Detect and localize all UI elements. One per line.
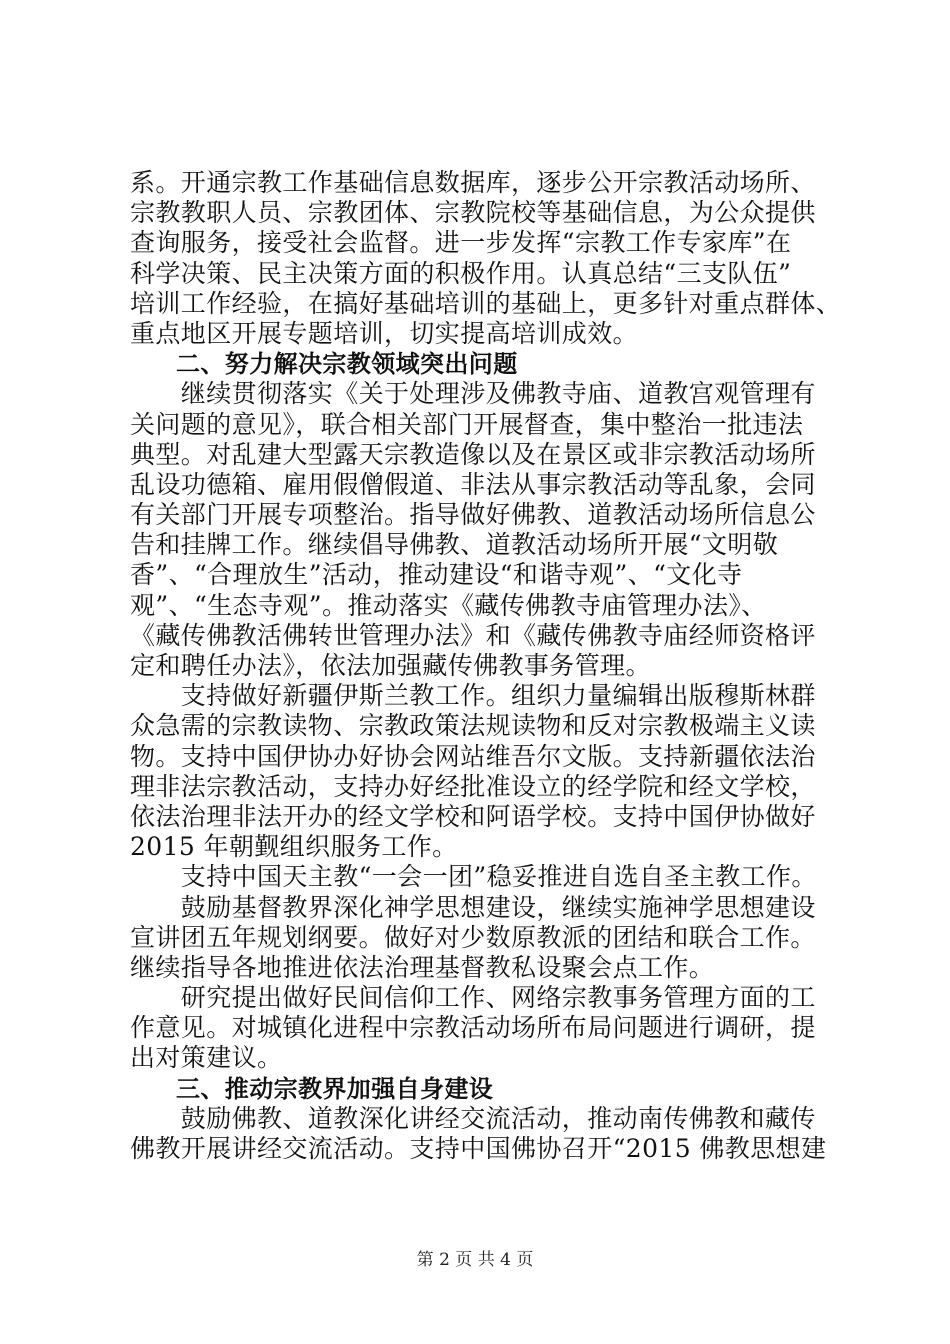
text-line: 2015 年朝觐组织服务工作。 [130,832,458,862]
text-line: 理非法宗教活动，支持办好经批准设立的经学院和经文学校， [130,771,816,801]
text-line: 佛教开展讲经交流活动。支持中国佛协召开“2015 佛教思想建 [130,1134,827,1163]
text-line: 乱设功德箱、雇用假僧假道、非法从事宗教活动等乱象，会同 [130,469,816,499]
text-line: 科学决策、民主决策方面的积极作用。认真总结“三支队伍” [130,258,792,288]
text-line: 典型。对乱建大型露天宗教造像以及在景区或非宗教活动场所 [130,439,816,469]
text-line: 鼓励基督教界深化神学思想建设，继续实施神学思想建设 [130,892,816,922]
text-line: 观”、“生态寺观”。推动落实《藏传佛教寺庙管理办法》、 [130,590,767,620]
text-line: 香”、“合理放生”活动，推动建设“和谐寺观”、“文化寺 [130,560,743,590]
text-line: 重点地区开展专题培训，切实提高培训成效。 [130,318,639,348]
text-line: 《藏传佛教活佛转世管理办法》和《藏传佛教寺庙经师资格评 [130,620,816,650]
text-line: 继续指导各地推进依法治理基督教私设聚会点工作。 [130,952,715,982]
text-line: 出对策建议。 [130,1043,283,1073]
text-line: 众急需的宗教读物、宗教政策法规读物和反对宗教极端主义读 [130,711,816,741]
text-line: 宣讲团五年规划纲要。做好对少数原教派的团结和联合工作。 [130,922,816,952]
text-line: 系。开通宗教工作基础信息数据库，逐步公开宗教活动场所、 [130,168,816,197]
section-heading: 三、推动宗教界加强自身建设 [176,1074,494,1103]
document-body [130,168,842,1164]
page-footer: 第 2 页 共 4 页 [416,1250,534,1270]
text-line: 继续贯彻落实《关于处理涉及佛教寺庙、道教宫观管理有 [130,379,816,409]
text-line: 查询服务，接受社会监督。进一步发挥“宗教工作专家库”在 [130,228,792,258]
text-line: 有关部门开展专项整治。指导做好佛教、道教活动场所信息公 [130,500,816,530]
section-heading: 二、努力解决宗教领域突出问题 [176,350,518,379]
text-line: 物。支持中国伊协办好协会网站维吾尔文版。支持新疆依法治 [130,741,816,771]
text-line: 宗教教职人员、宗教团体、宗教院校等基础信息，为公众提供 [130,198,816,228]
text-line: 告和挂牌工作。继续倡导佛教、道教活动场所开展“文明敬 [130,530,779,560]
text-line: 作意见。对城镇化进程中宗教活动场所布局问题进行调研，提 [130,1013,816,1043]
text-line: 鼓励佛教、道教深化讲经交流活动，推动南传佛教和藏传 [130,1103,816,1133]
text-line: 支持中国天主教“一会一团”稳妥推进自选自圣主教工作。 [130,862,817,892]
text-line: 关问题的意见》，联合相关部门开展督查，集中整治一批违法 [130,409,804,439]
text-line: 定和聘任办法》，依法加强藏传佛教事务管理。 [130,651,651,680]
text-line: 依法治理非法开办的经文学校和阿语学校。支持中国伊协做好 [130,801,816,831]
text-line: 支持做好新疆伊斯兰教工作。组织力量编辑出版穆斯林群 [130,681,816,711]
text-line: 培训工作经验，在搞好基础培训的基础上，更多针对重点群体、 [130,288,842,318]
text-line: 研究提出做好民间信仰工作、网络宗教事务管理方面的工 [130,983,816,1013]
